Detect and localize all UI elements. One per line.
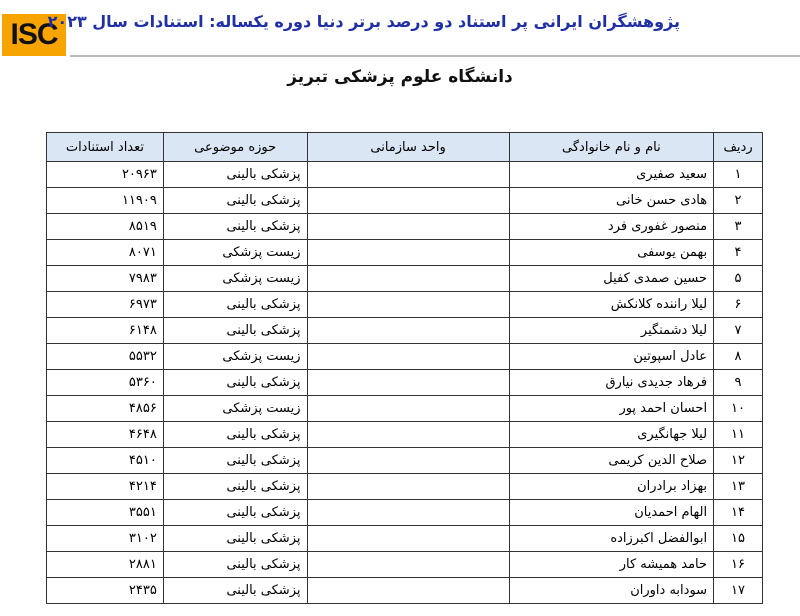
- cell-citations: ۳۵۵۱: [47, 500, 164, 526]
- cell-citations: ۷۹۸۳: [47, 266, 164, 292]
- table-row: [47, 292, 763, 318]
- cell-field: پزشکی بالینی: [163, 188, 307, 214]
- cell-unit: [307, 526, 509, 552]
- cell-field: زیست پزشکی: [163, 344, 307, 370]
- cell-rank: ۶: [714, 292, 763, 318]
- cell-unit: [307, 474, 509, 500]
- cell-field: پزشکی بالینی: [163, 370, 307, 396]
- cell-citations: ۸۰۷۱: [47, 240, 164, 266]
- cell-field: زیست پزشکی: [163, 266, 307, 292]
- cell-unit: [307, 240, 509, 266]
- cell-unit: [307, 500, 509, 526]
- cell-citations: ۶۹۷۳: [47, 292, 164, 318]
- table-row: [47, 370, 763, 396]
- cell-citations: ۴۸۵۶: [47, 396, 164, 422]
- cell-rank: ۱۰: [714, 396, 763, 422]
- cell-rank: ۱۷: [714, 578, 763, 604]
- cell-unit: [307, 578, 509, 604]
- cell-unit: [307, 214, 509, 240]
- cell-citations: ۲۰۹۶۳: [47, 162, 164, 188]
- table-body: [47, 162, 763, 604]
- cell-unit: [307, 448, 509, 474]
- header-divider: [70, 55, 800, 57]
- cell-rank: ۱۴: [714, 500, 763, 526]
- cell-name: احسان احمد پور: [509, 396, 713, 422]
- cell-name: سعید صفیری: [509, 162, 713, 188]
- table-row: [47, 422, 763, 448]
- cell-name: منصور غفوری فرد: [509, 214, 713, 240]
- cell-citations: ۴۲۱۴: [47, 474, 164, 500]
- cell-name: سودابه داوران: [509, 578, 713, 604]
- university-name: دانشگاه علوم پزشکی تبریز: [287, 67, 513, 87]
- cell-unit: [307, 266, 509, 292]
- cell-rank: ۱۱: [714, 422, 763, 448]
- cell-rank: ۲: [714, 188, 763, 214]
- cell-name: لیلا راننده کلانکش: [509, 292, 713, 318]
- page-title: پژوهشگران ایرانی پر استناد دو درصد برتر دنیا دوره یکساله: استنادات سال ۲۰۲۳: [47, 12, 680, 31]
- cell-field: پزشکی بالینی: [163, 474, 307, 500]
- table-row: [47, 162, 763, 188]
- column-header-name: نام و نام خانوادگی: [509, 133, 713, 162]
- cell-rank: ۸: [714, 344, 763, 370]
- cell-name: لیلا دشمنگیر: [509, 318, 713, 344]
- cell-citations: ۱۱۹۰۹: [47, 188, 164, 214]
- cell-field: پزشکی بالینی: [163, 578, 307, 604]
- cell-citations: ۸۵۱۹: [47, 214, 164, 240]
- table-row: [47, 188, 763, 214]
- cell-field: پزشکی بالینی: [163, 214, 307, 240]
- logo-text: ISC: [10, 18, 58, 51]
- cell-rank: ۴: [714, 240, 763, 266]
- cell-field: پزشکی بالینی: [163, 162, 307, 188]
- cell-unit: [307, 370, 509, 396]
- table-row: [47, 526, 763, 552]
- column-header-citations: تعداد استنادات: [47, 133, 164, 162]
- cell-name: حامد همیشه کار: [509, 552, 713, 578]
- cell-citations: ۴۶۴۸: [47, 422, 164, 448]
- cell-name: الهام احمدیان: [509, 500, 713, 526]
- column-header-unit: واحد سازمانی: [307, 133, 509, 162]
- cell-rank: ۱: [714, 162, 763, 188]
- cell-name: بهزاد برادران: [509, 474, 713, 500]
- cell-rank: ۷: [714, 318, 763, 344]
- cell-field: زیست پزشکی: [163, 240, 307, 266]
- cell-field: پزشکی بالینی: [163, 500, 307, 526]
- cell-name: صلاح الدین کریمی: [509, 448, 713, 474]
- table-row: [47, 214, 763, 240]
- cell-name: بهمن یوسفی: [509, 240, 713, 266]
- cell-name: هادی حسن خانی: [509, 188, 713, 214]
- cell-unit: [307, 422, 509, 448]
- cell-citations: ۵۳۶۰: [47, 370, 164, 396]
- cell-field: پزشکی بالینی: [163, 526, 307, 552]
- table-row: [47, 240, 763, 266]
- cell-field: پزشکی بالینی: [163, 318, 307, 344]
- cell-unit: [307, 396, 509, 422]
- table-row: [47, 552, 763, 578]
- cell-rank: ۱۲: [714, 448, 763, 474]
- cell-rank: ۱۶: [714, 552, 763, 578]
- cell-name: عادل اسپوتین: [509, 344, 713, 370]
- table-row: [47, 448, 763, 474]
- cell-rank: ۹: [714, 370, 763, 396]
- cell-rank: ۳: [714, 214, 763, 240]
- cell-unit: [307, 162, 509, 188]
- cell-unit: [307, 292, 509, 318]
- cell-name: لیلا جهانگیری: [509, 422, 713, 448]
- column-header-rank: ردیف: [714, 133, 763, 162]
- cell-unit: [307, 188, 509, 214]
- cell-citations: ۵۵۳۲: [47, 344, 164, 370]
- cell-name: حسین صمدی کفیل: [509, 266, 713, 292]
- cell-field: زیست پزشکی: [163, 396, 307, 422]
- table-row: [47, 318, 763, 344]
- cell-citations: ۴۵۱۰: [47, 448, 164, 474]
- table-header-row: [47, 133, 763, 162]
- cell-field: پزشکی بالینی: [163, 292, 307, 318]
- cell-citations: ۶۱۴۸: [47, 318, 164, 344]
- table-row: [47, 396, 763, 422]
- cell-citations: ۲۴۳۵: [47, 578, 164, 604]
- researchers-table: [46, 132, 763, 604]
- cell-unit: [307, 344, 509, 370]
- cell-citations: ۳۱۰۲: [47, 526, 164, 552]
- cell-unit: [307, 552, 509, 578]
- cell-name: ابوالفضل اکبرزاده: [509, 526, 713, 552]
- cell-field: پزشکی بالینی: [163, 552, 307, 578]
- cell-rank: ۱۵: [714, 526, 763, 552]
- table-row: [47, 266, 763, 292]
- cell-citations: ۲۸۸۱: [47, 552, 164, 578]
- cell-field: پزشکی بالینی: [163, 448, 307, 474]
- cell-rank: ۱۳: [714, 474, 763, 500]
- table-row: [47, 578, 763, 604]
- cell-name: فرهاد جدیدی نیارق: [509, 370, 713, 396]
- table-row: [47, 474, 763, 500]
- column-header-field: حوزه موضوعی: [163, 133, 307, 162]
- table-row: [47, 344, 763, 370]
- cell-field: پزشکی بالینی: [163, 422, 307, 448]
- table-row: [47, 500, 763, 526]
- cell-unit: [307, 318, 509, 344]
- cell-rank: ۵: [714, 266, 763, 292]
